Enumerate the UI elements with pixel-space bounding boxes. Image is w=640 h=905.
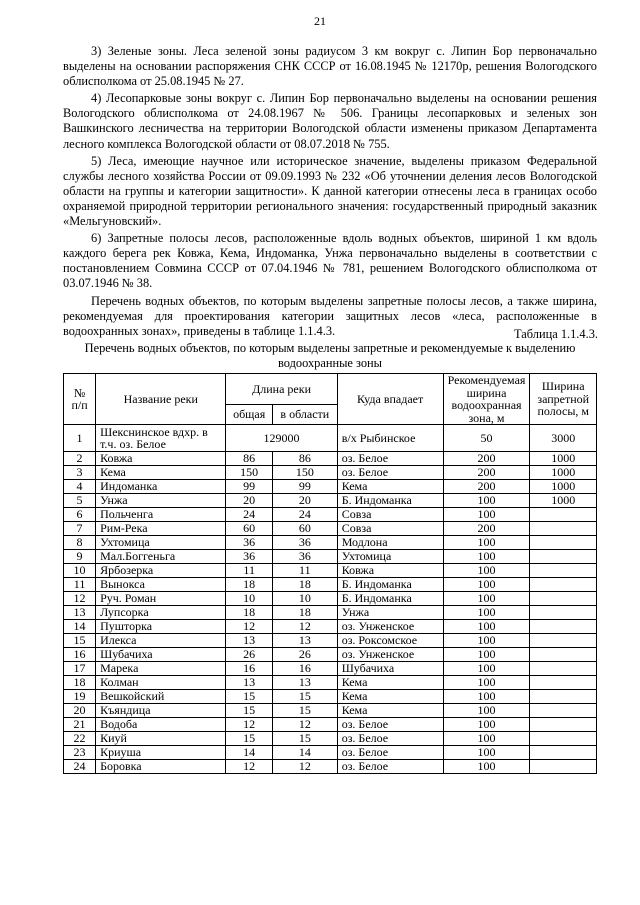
cell-flows-into: Ковжа <box>337 564 443 578</box>
cell-river-name: Шубачиха <box>96 648 226 662</box>
header-recommended-width: Рекомендуемая ширина водоохранная зона, м <box>443 374 530 425</box>
header-river-name: Название реки <box>96 374 226 425</box>
cell-length-region: 16 <box>272 662 337 676</box>
cell-recommended: 100 <box>443 648 530 662</box>
cell-length-total: 36 <box>226 550 273 564</box>
cell-length-region: 15 <box>272 690 337 704</box>
paragraph-forbidden-strips: 6) Запретные полосы лесов, расположенные вдоль водных объектов, шириной 1 км вдоль каждого берега рек Ковжа, Кема, Индоманка, Унжа первоначально выделены в соответствии с постановлением Совмина СССР от 07.04.1946 № 781, решением Вологодского облисполкома от 03.07.1946 № 38. <box>63 231 597 291</box>
cell-river-name: Ухтомица <box>96 536 226 550</box>
table-row <box>64 690 597 704</box>
cell-recommended: 100 <box>443 620 530 634</box>
cell-length-total: 13 <box>226 676 273 690</box>
cell-length-total: 15 <box>226 704 273 718</box>
table-row <box>64 466 597 480</box>
cell-flows-into: Кема <box>337 676 443 690</box>
cell-num: 22 <box>64 732 96 746</box>
cell-flows-into: Кема <box>337 480 443 494</box>
table-label: Таблица 1.1.4.3. <box>514 327 598 341</box>
cell-num: 24 <box>64 760 96 774</box>
paragraph-scientific-forests: 5) Леса, имеющие научное или историческое значение, выделены приказом Федеральной службы лесного хозяйства России от 09.09.1993 № 232 «Об уточнении деления лесов Вологодской области на группы и категории защитности». К данной категории отнесены леса в границах особо охраняемой природной территории регионального значения: государственный природный заказник «Мельгуновский». <box>63 153 597 229</box>
cell-recommended: 200 <box>443 480 530 494</box>
cell-river-name: Ярбозерка <box>96 564 226 578</box>
cell-length-total: 15 <box>226 690 273 704</box>
table-row <box>64 704 597 718</box>
cell-num: 9 <box>64 550 96 564</box>
cell-num: 2 <box>64 452 96 466</box>
cell-num: 13 <box>64 606 96 620</box>
table-row <box>64 662 597 676</box>
cell-length-region: 10 <box>272 592 337 606</box>
cell-length-region: 13 <box>272 634 337 648</box>
cell-num: 23 <box>64 746 96 760</box>
cell-river-name: Пушторка <box>96 620 226 634</box>
cell-river-name: Марека <box>96 662 226 676</box>
cell-length-region: 12 <box>272 760 337 774</box>
cell-recommended: 100 <box>443 564 530 578</box>
cell-length-region: 36 <box>272 536 337 550</box>
cell-river-name: Рим-Река <box>96 522 226 536</box>
cell-length-region: 15 <box>272 732 337 746</box>
cell-length-region: 12 <box>272 718 337 732</box>
cell-length-total: 20 <box>226 494 273 508</box>
cell-forbidden <box>530 718 597 732</box>
cell-river-name: Кема <box>96 466 226 480</box>
table-row <box>64 634 597 648</box>
cell-recommended: 100 <box>443 690 530 704</box>
cell-num: 16 <box>64 648 96 662</box>
cell-length-region: 24 <box>272 508 337 522</box>
cell-num: 8 <box>64 536 96 550</box>
cell-recommended: 100 <box>443 746 530 760</box>
cell-river-name: Ковжа <box>96 452 226 466</box>
table-row <box>64 550 597 564</box>
cell-flows-into: Унжа <box>337 606 443 620</box>
cell-river-name: Шекснинское вдхр. в т.ч. оз. Белое <box>96 425 226 452</box>
cell-forbidden: 1000 <box>530 466 597 480</box>
table-row <box>64 578 597 592</box>
water-objects-table <box>63 373 597 774</box>
table-row <box>64 718 597 732</box>
cell-river-name: Индоманка <box>96 480 226 494</box>
cell-river-name: Къяндица <box>96 704 226 718</box>
cell-recommended: 200 <box>443 466 530 480</box>
cell-length-region: 20 <box>272 494 337 508</box>
paragraph-water-objects-intro: Перечень водных объектов, по которым выделены запретные полосы лесов, а также ширина, рекомендуемая для проектирования категории защитных лесов «леса, расположенные в водоохранных зонах», приведены в таблице 1.1.4.3. <box>63 293 597 338</box>
cell-river-name: Руч. Роман <box>96 592 226 606</box>
cell-num: 1 <box>64 425 96 452</box>
body-text <box>63 44 597 341</box>
cell-flows-into: Ухтомица <box>337 550 443 564</box>
cell-length-region: 11 <box>272 564 337 578</box>
cell-flows-into: оз. Белое <box>337 452 443 466</box>
paragraph-forest-park-zones: 4) Лесопарковые зоны вокруг с. Липин Бор первоначально выделены на основании решения Вологодского облисполкома от 24.08.1967 № 506. Границы лесопарковых и зеленых зон Вашкинского лесничества на территории Вологодской области изменены приказом Департамента лесного комплекса Вологодской области от 08.07.2018 № 755. <box>63 91 597 151</box>
table-row <box>64 494 597 508</box>
cell-forbidden <box>530 508 597 522</box>
cell-length-region: 13 <box>272 676 337 690</box>
cell-forbidden: 1000 <box>530 480 597 494</box>
cell-length-region: 18 <box>272 578 337 592</box>
paragraph-green-zones: 3) Зеленые зоны. Леса зеленой зоны радиусом 3 км вокруг с. Липин Бор первоначально выделены на основании распоряжения СНК СССР от 16.08.1945 № 12170р, решения Вологодского облисполкома от 25.08.1945 № 27. <box>63 44 597 89</box>
cell-length-total: 15 <box>226 732 273 746</box>
cell-flows-into: Б. Индоманка <box>337 592 443 606</box>
cell-length-region: 36 <box>272 550 337 564</box>
table-row <box>64 480 597 494</box>
header-length-total: общая <box>226 404 273 424</box>
cell-length-total: 14 <box>226 746 273 760</box>
cell-river-name: Колман <box>96 676 226 690</box>
cell-num: 7 <box>64 522 96 536</box>
cell-num: 6 <box>64 508 96 522</box>
cell-recommended: 100 <box>443 536 530 550</box>
cell-forbidden <box>530 662 597 676</box>
cell-length-total: 18 <box>226 606 273 620</box>
cell-river-name: Вешкойский <box>96 690 226 704</box>
cell-flows-into: оз. Белое <box>337 746 443 760</box>
cell-num: 3 <box>64 466 96 480</box>
cell-flows-into: оз. Белое <box>337 760 443 774</box>
cell-num: 12 <box>64 592 96 606</box>
header-river-length: Длина реки <box>226 374 337 405</box>
header-forbidden-width: Ширина запретной полосы, м <box>530 374 597 425</box>
cell-flows-into: Совза <box>337 508 443 522</box>
cell-flows-into: в/х Рыбинское <box>337 425 443 452</box>
table-row <box>64 620 597 634</box>
cell-forbidden <box>530 606 597 620</box>
cell-river-name: Боровка <box>96 760 226 774</box>
cell-forbidden <box>530 634 597 648</box>
cell-recommended: 100 <box>443 578 530 592</box>
cell-recommended: 100 <box>443 662 530 676</box>
cell-forbidden <box>530 536 597 550</box>
cell-forbidden <box>530 550 597 564</box>
cell-num: 5 <box>64 494 96 508</box>
cell-flows-into: Шубачиха <box>337 662 443 676</box>
table-caption: Перечень водных объектов, по которым выделены запретные и рекомендуемые к выделению водоохранные зоны <box>84 341 576 370</box>
cell-length-total: 26 <box>226 648 273 662</box>
table-row <box>64 452 597 466</box>
cell-recommended: 100 <box>443 760 530 774</box>
cell-recommended: 100 <box>443 606 530 620</box>
cell-length-region: 12 <box>272 620 337 634</box>
table-row <box>64 522 597 536</box>
cell-recommended: 100 <box>443 704 530 718</box>
cell-length-total: 11 <box>226 564 273 578</box>
cell-num: 4 <box>64 480 96 494</box>
cell-flows-into: оз. Белое <box>337 718 443 732</box>
cell-length-total: 18 <box>226 578 273 592</box>
table-row <box>64 732 597 746</box>
cell-flows-into: Кема <box>337 704 443 718</box>
cell-flows-into: оз. Унженское <box>337 648 443 662</box>
cell-flows-into: Совза <box>337 522 443 536</box>
cell-recommended: 50 <box>443 425 530 452</box>
cell-length-merged: 129000 <box>226 425 337 452</box>
cell-length-total: 10 <box>226 592 273 606</box>
header-length-region: в области <box>272 404 337 424</box>
cell-forbidden <box>530 578 597 592</box>
cell-length-total: 13 <box>226 634 273 648</box>
cell-flows-into: Б. Индоманка <box>337 578 443 592</box>
cell-num: 17 <box>64 662 96 676</box>
cell-river-name: Польченга <box>96 508 226 522</box>
cell-river-name: Лупсорка <box>96 606 226 620</box>
table-row <box>64 592 597 606</box>
cell-river-name: Вынокса <box>96 578 226 592</box>
cell-length-region: 86 <box>272 452 337 466</box>
cell-num: 19 <box>64 690 96 704</box>
cell-river-name: Киуй <box>96 732 226 746</box>
cell-recommended: 100 <box>443 592 530 606</box>
cell-river-name: Унжа <box>96 494 226 508</box>
cell-forbidden: 3000 <box>530 425 597 452</box>
cell-recommended: 100 <box>443 676 530 690</box>
cell-forbidden: 1000 <box>530 452 597 466</box>
table-row <box>64 606 597 620</box>
cell-recommended: 100 <box>443 718 530 732</box>
table-row <box>64 648 597 662</box>
cell-length-total: 16 <box>226 662 273 676</box>
cell-forbidden <box>530 648 597 662</box>
table-row <box>64 425 597 452</box>
cell-recommended: 200 <box>443 452 530 466</box>
cell-num: 11 <box>64 578 96 592</box>
cell-length-region: 60 <box>272 522 337 536</box>
cell-forbidden <box>530 522 597 536</box>
cell-flows-into: оз. Роксомское <box>337 634 443 648</box>
cell-flows-into: оз. Унженское <box>337 620 443 634</box>
cell-forbidden <box>530 620 597 634</box>
cell-forbidden <box>530 564 597 578</box>
cell-forbidden <box>530 676 597 690</box>
cell-length-total: 12 <box>226 760 273 774</box>
cell-forbidden <box>530 690 597 704</box>
cell-length-region: 26 <box>272 648 337 662</box>
cell-num: 14 <box>64 620 96 634</box>
table-row <box>64 508 597 522</box>
cell-forbidden <box>530 746 597 760</box>
cell-num: 18 <box>64 676 96 690</box>
cell-forbidden <box>530 704 597 718</box>
cell-length-total: 99 <box>226 480 273 494</box>
cell-flows-into: Модлона <box>337 536 443 550</box>
cell-river-name: Илекса <box>96 634 226 648</box>
cell-flows-into: Кема <box>337 690 443 704</box>
cell-recommended: 100 <box>443 508 530 522</box>
cell-length-total: 86 <box>226 452 273 466</box>
cell-river-name: Мал.Боггеньга <box>96 550 226 564</box>
cell-length-region: 150 <box>272 466 337 480</box>
cell-river-name: Криуша <box>96 746 226 760</box>
cell-num: 15 <box>64 634 96 648</box>
cell-recommended: 100 <box>443 550 530 564</box>
cell-length-total: 36 <box>226 536 273 550</box>
cell-forbidden: 1000 <box>530 494 597 508</box>
table-row <box>64 676 597 690</box>
cell-length-region: 99 <box>272 480 337 494</box>
cell-recommended: 100 <box>443 634 530 648</box>
table-row <box>64 536 597 550</box>
cell-length-total: 60 <box>226 522 273 536</box>
header-flows-into: Куда впадает <box>337 374 443 425</box>
cell-num: 21 <box>64 718 96 732</box>
cell-recommended: 200 <box>443 522 530 536</box>
cell-length-region: 18 <box>272 606 337 620</box>
cell-length-region: 14 <box>272 746 337 760</box>
cell-recommended: 100 <box>443 494 530 508</box>
cell-recommended: 100 <box>443 732 530 746</box>
cell-num: 20 <box>64 704 96 718</box>
page-number: 21 <box>314 14 326 28</box>
table-row <box>64 760 597 774</box>
cell-flows-into: Б. Индоманка <box>337 494 443 508</box>
cell-length-total: 24 <box>226 508 273 522</box>
cell-forbidden <box>530 760 597 774</box>
table-row <box>64 564 597 578</box>
table-row <box>64 746 597 760</box>
cell-forbidden <box>530 592 597 606</box>
cell-forbidden <box>530 732 597 746</box>
cell-length-total: 12 <box>226 718 273 732</box>
cell-length-region: 15 <box>272 704 337 718</box>
cell-num: 10 <box>64 564 96 578</box>
header-num: № п/п <box>64 374 96 425</box>
cell-length-total: 12 <box>226 620 273 634</box>
cell-length-total: 150 <box>226 466 273 480</box>
cell-flows-into: оз. Белое <box>337 466 443 480</box>
cell-flows-into: оз. Белое <box>337 732 443 746</box>
cell-river-name: Водоба <box>96 718 226 732</box>
